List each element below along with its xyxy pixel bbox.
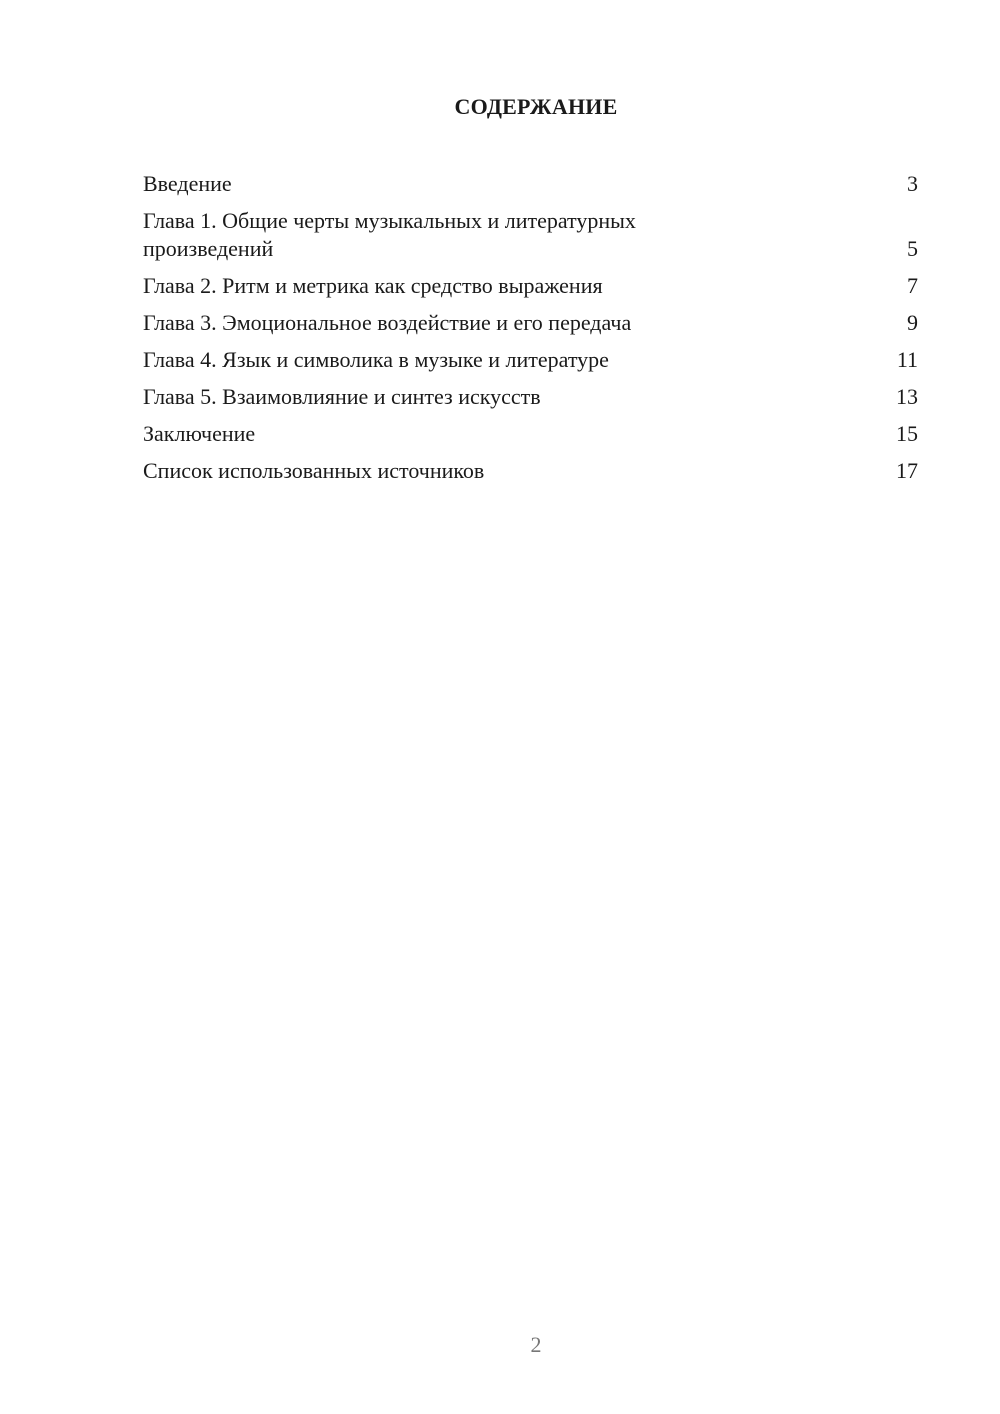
toc-item-label: Глава 1. Общие черты музыкальных и литературных произведений [143, 208, 636, 261]
toc-item-page: 7 [907, 273, 918, 298]
toc-item-page: 3 [907, 171, 918, 196]
toc-item-references [143, 457, 918, 485]
toc-item-page: 15 [896, 421, 918, 446]
table-of-contents [143, 170, 918, 494]
toc-item-label: Заключение [143, 421, 256, 446]
toc-item-label: Глава 2. Ритм и метрика как средство выражения [143, 273, 603, 298]
toc-item-page: 13 [896, 384, 918, 409]
toc-item-label: Глава 5. Взаимовлияние и синтез искусств [143, 384, 541, 409]
toc-item-label: Глава 4. Язык и символика в музыке и литературе [143, 347, 609, 372]
toc-item-chapter-3 [143, 309, 918, 337]
toc-item-page: 11 [896, 347, 918, 372]
toc-item-conclusion [143, 420, 918, 448]
page-number: 2 [530, 1332, 542, 1357]
toc-item-chapter-5 [143, 383, 918, 411]
toc-item-chapter-2 [143, 272, 918, 300]
toc-item-label: Список использованных источников [143, 458, 485, 483]
toc-item-label: Введение [143, 171, 232, 196]
toc-item-introduction [143, 170, 918, 198]
toc-item-chapter-4 [143, 346, 918, 374]
toc-item-page: 5 [907, 236, 918, 261]
toc-item-label: Глава 3. Эмоциональное воздействие и его передача [143, 310, 632, 335]
toc-item-page: 17 [896, 458, 918, 483]
toc-item-page: 9 [907, 310, 918, 335]
toc-item-chapter-1 [143, 207, 918, 263]
page-title: СОДЕРЖАНИЕ [454, 94, 618, 119]
